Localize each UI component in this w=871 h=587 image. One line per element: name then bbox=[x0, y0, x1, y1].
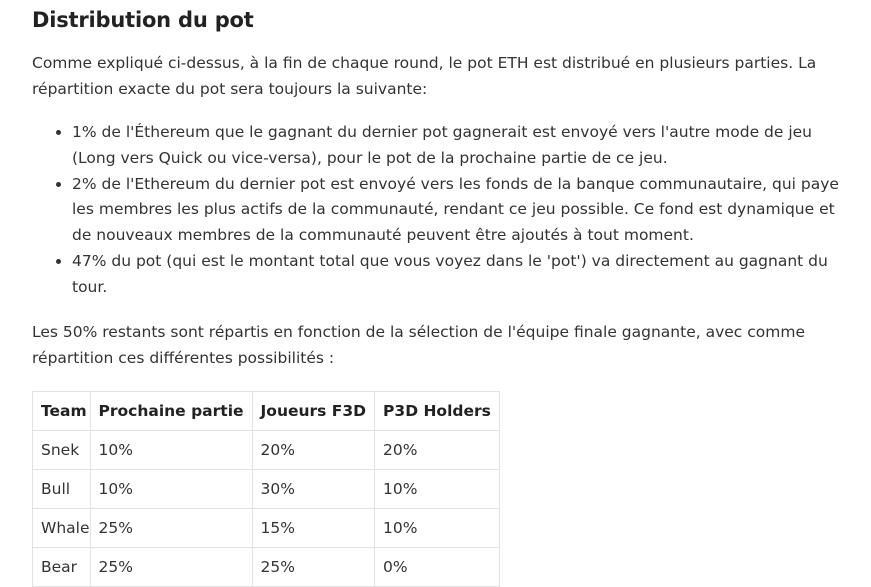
table-cell: 25% bbox=[90, 508, 252, 547]
outro-paragraph: Les 50% restants sont répartis en fonction de la sélection de l'équipe finale gagnante, avec comme répartition ces différentes possibilités : bbox=[32, 322, 805, 367]
table-cell: 10% bbox=[90, 469, 252, 508]
team-distribution-table bbox=[32, 391, 500, 587]
table-cell: 15% bbox=[252, 508, 375, 547]
table-cell-team: Snek bbox=[33, 430, 91, 469]
table-cell: 10% bbox=[375, 508, 500, 547]
intro-paragraph: Comme expliqué ci-dessus, à la fin de chaque round, le pot ETH est distribué en plusieurs parties. La répartition exacte du pot sera toujours la suivante: bbox=[32, 54, 817, 98]
list-item: • 2% de l'Ethereum du dernier pot est envoyé vers les fonds de la banque communautaire, qui paye les membres les plus actifs de la communauté, rendant ce jeu possible. Ce fond est dynamique et de nouveaux membres de la communauté peuvent être ajoutés à tout moment. bbox=[72, 172, 842, 249]
table-row bbox=[33, 547, 500, 586]
column-header-p3d-holders: P3D Holders bbox=[375, 391, 500, 430]
table-cell: 0% bbox=[375, 547, 500, 586]
table-header-row bbox=[33, 391, 500, 430]
table-cell-team: Whale bbox=[33, 508, 91, 547]
table-cell: 25% bbox=[90, 547, 252, 586]
section-heading: Distribution du pot bbox=[32, 8, 254, 32]
column-header-next-game: Prochaine partie bbox=[90, 391, 252, 430]
table-cell-team: Bull bbox=[33, 469, 91, 508]
column-header-team: Team bbox=[33, 391, 91, 430]
table-row bbox=[33, 430, 500, 469]
table-row bbox=[33, 469, 500, 508]
table-cell: 25% bbox=[252, 547, 375, 586]
table-cell: 20% bbox=[252, 430, 375, 469]
table-cell: 20% bbox=[375, 430, 500, 469]
table-cell: 10% bbox=[90, 430, 252, 469]
table-cell: 30% bbox=[252, 469, 375, 508]
column-header-f3d-players: Joueurs F3D bbox=[252, 391, 375, 430]
distribution-list bbox=[32, 120, 842, 301]
list-item: • 1% de l'Éthereum que le gagnant du dernier pot gagnerait est envoyé vers l'autre mode de jeu (Long vers Quick ou vice-versa), pour le pot de la prochaine partie de ce jeu. bbox=[72, 120, 842, 172]
table-cell-team: Bear bbox=[33, 547, 91, 586]
article-content bbox=[32, 0, 842, 587]
table-row bbox=[33, 508, 500, 547]
table-cell: 10% bbox=[375, 469, 500, 508]
list-item: • 47% du pot (qui est le montant total que vous voyez dans le 'pot') va directement au gagnant du tour. bbox=[72, 249, 842, 301]
